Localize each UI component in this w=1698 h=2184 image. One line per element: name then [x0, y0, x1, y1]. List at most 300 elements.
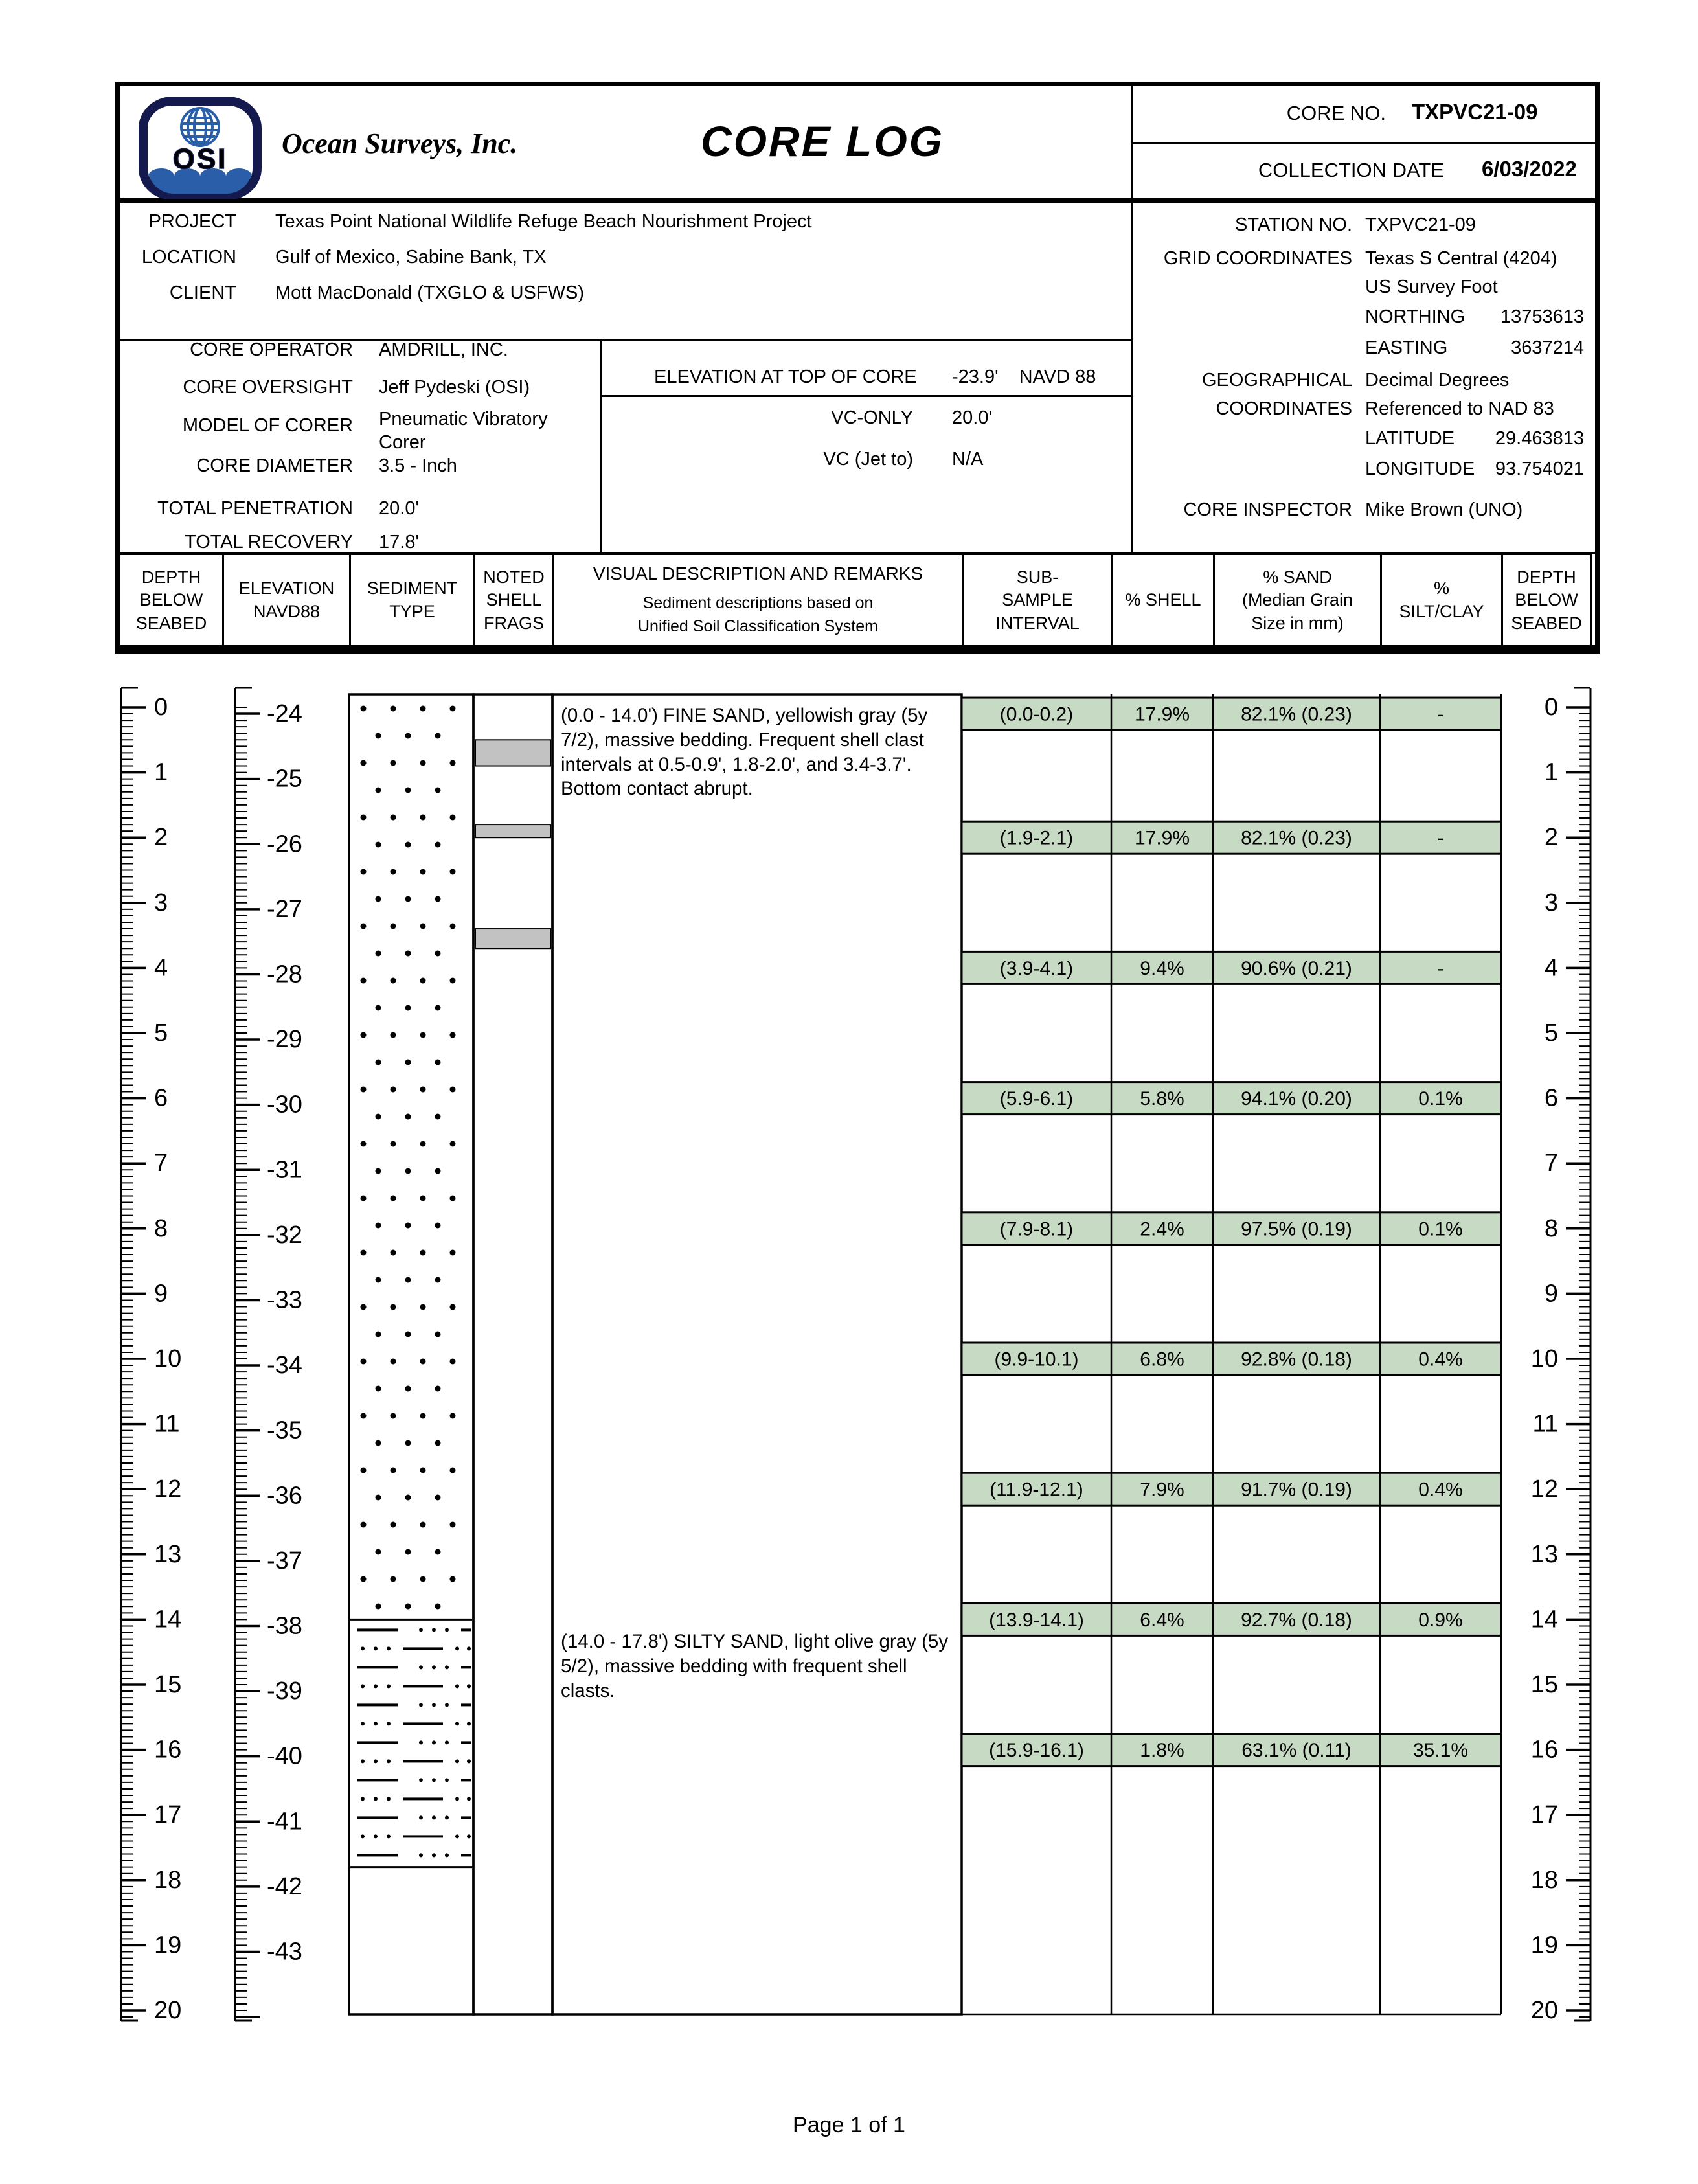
sample-shell: 6.8%: [1140, 1348, 1184, 1371]
ruler-label: 19: [1530, 1931, 1558, 1959]
sand-dot: [435, 951, 441, 957]
silt-dash: [403, 1722, 443, 1725]
sand-dot: [435, 842, 441, 848]
silt-dash: [403, 1760, 443, 1762]
sample-silt: -: [1437, 957, 1444, 979]
vc-only-label: VC-ONLY: [831, 407, 913, 428]
sample-silt: 35.1%: [1412, 1740, 1469, 1762]
latitude-label: LATITUDE: [1365, 428, 1455, 449]
vc-only-value: 20.0': [952, 407, 992, 428]
sand-dot: [391, 1196, 396, 1201]
sample-sand: 91.7% (0.19): [1241, 1479, 1352, 1501]
silt-dot: [455, 1759, 459, 1763]
sand-dot: [391, 760, 396, 766]
ruler-label: 20: [154, 1997, 182, 2024]
column-header-line: Sediment descriptions based on: [642, 594, 874, 613]
silt-dash: [357, 1779, 398, 1781]
column-header-line: SEABED: [1511, 613, 1582, 633]
sand-dot: [376, 896, 381, 902]
ruler-label: 5: [1544, 1019, 1558, 1047]
silt-dash: [461, 1666, 471, 1668]
ruler-label: -27: [267, 895, 302, 923]
sand-dot: [450, 1468, 456, 1473]
silt-dot: [361, 1646, 365, 1650]
sand-dot: [376, 1223, 381, 1229]
sand-dot: [405, 788, 411, 793]
silt-dot: [361, 1684, 365, 1688]
silt-dash: [357, 1854, 398, 1856]
sample-shell: 9.4%: [1140, 957, 1184, 979]
shell-frag-band: [475, 740, 550, 766]
column-header-line: SHELL: [486, 590, 542, 610]
core-operator-label: CORE OPERATOR: [190, 339, 353, 360]
sand-dot: [391, 1032, 396, 1038]
sand-dot: [361, 1522, 367, 1528]
description-column-box: [552, 694, 962, 2014]
sample-interval: (9.9-10.1): [994, 1348, 1079, 1371]
silt-dot: [445, 1815, 449, 1819]
sand-dot: [420, 869, 426, 875]
sand-dot: [361, 1413, 367, 1419]
sand-dot: [450, 1250, 456, 1256]
sand-dot: [450, 1359, 456, 1365]
silt-dot: [387, 1684, 391, 1688]
silt-dot: [387, 1722, 391, 1725]
sand-dot: [376, 733, 381, 739]
sand-dot: [361, 1304, 367, 1310]
sand-dot: [376, 1114, 381, 1120]
sand-dot: [361, 1359, 367, 1365]
sand-dot: [361, 760, 367, 766]
ruler-label: -35: [267, 1416, 302, 1444]
sample-shell: 6.4%: [1140, 1609, 1184, 1631]
sand-dot: [405, 1495, 411, 1501]
silt-dot: [467, 1834, 471, 1838]
sample-interval: (11.9-12.1): [990, 1479, 1083, 1501]
layer-description-fine-sand: (0.0 - 14.0') FINE SAND, yellowish gray (5y 7/2), massive bedding. Frequent shell clast intervals at 0.5-0.9', 1.8-2.0', and 3.4-3.7'. Bottom contact abrupt.: [561, 705, 928, 800]
sand-dot: [391, 706, 396, 712]
ruler-label: 1: [154, 758, 168, 786]
silt-dot: [467, 1684, 471, 1688]
company-name: Ocean Surveys, Inc.: [282, 128, 518, 159]
silt-dot: [455, 1646, 459, 1650]
ruler-label: 6: [1544, 1084, 1558, 1112]
sand-dot: [450, 1196, 456, 1201]
sample-shell: 1.8%: [1140, 1740, 1184, 1762]
sand-dot: [391, 1522, 396, 1528]
ruler-label: 18: [154, 1866, 182, 1894]
northing-label: NORTHING: [1365, 306, 1466, 327]
silt-dot: [361, 1797, 365, 1801]
sand-dot: [420, 1522, 426, 1528]
sand-dot: [391, 1468, 396, 1473]
core-operator-value: AMDRILL, INC.: [379, 339, 508, 360]
ruler-label: -36: [267, 1482, 302, 1510]
silt-dot: [432, 1665, 436, 1669]
core-no-label: CORE NO.: [1286, 102, 1386, 124]
sand-dot: [391, 1413, 396, 1419]
ruler-label: -31: [267, 1156, 302, 1184]
sand-dot: [361, 978, 367, 984]
layer-description-silty-sand: (14.0 - 17.8') SILTY SAND, light olive gray (5y 5/2), massive bedding with frequent shell clasts.: [561, 1631, 949, 1701]
silt-dot: [455, 1722, 459, 1725]
sample-interval: (7.9-8.1): [999, 1218, 1074, 1240]
ruler-label: 15: [1530, 1671, 1558, 1698]
project-value: Texas Point National Wildlife Refuge Beach Nourishment Project: [275, 211, 812, 232]
column-header-line: INTERVAL: [995, 613, 1080, 633]
geographical-label-line2: COORDINATES: [1216, 398, 1352, 419]
sand-dot: [361, 869, 367, 875]
ruler-label: -40: [267, 1742, 302, 1770]
ruler-label: 2: [1544, 824, 1558, 852]
column-header-line: VISUAL DESCRIPTION AND REMARKS: [593, 563, 923, 584]
sand-dot: [420, 1032, 426, 1038]
column-header-line: (Median Grain: [1241, 590, 1353, 610]
silt-dot: [467, 1646, 471, 1650]
ruler-label: -32: [267, 1221, 302, 1249]
sand-dot: [435, 1277, 441, 1283]
sand-dot: [450, 978, 456, 984]
ruler-label: -39: [267, 1678, 302, 1705]
silt-dot: [419, 1853, 423, 1857]
ruler-label: 3: [1544, 889, 1558, 916]
sand-dot: [420, 924, 426, 929]
sand-dot: [405, 1060, 411, 1065]
sand-dot: [361, 924, 367, 929]
core-no-value: TXPVC21-09: [1412, 100, 1538, 124]
sand-dot: [435, 896, 441, 902]
ruler-label: 3: [154, 889, 168, 916]
client-label: CLIENT: [169, 282, 236, 303]
sand-dot: [450, 924, 456, 929]
sediment-column-box: [349, 694, 473, 2014]
ruler-label: -41: [267, 1808, 302, 1836]
sand-dot: [391, 869, 396, 875]
sample-silt: 0.4%: [1418, 1348, 1463, 1371]
sample-silt: 0.1%: [1418, 1088, 1463, 1110]
core-oversight-value: Jeff Pydeski (OSI): [379, 377, 530, 398]
silt-dot: [361, 1834, 365, 1838]
sand-dot: [361, 1196, 367, 1201]
silt-dot: [445, 1665, 449, 1669]
sand-dot: [376, 1332, 381, 1337]
silt-dash: [357, 1666, 398, 1668]
column-header-line: SEABED: [135, 613, 207, 633]
silt-dot: [387, 1834, 391, 1838]
sand-dot: [435, 788, 441, 793]
silt-dot: [455, 1834, 459, 1838]
ruler-label: 0: [1544, 694, 1558, 721]
sample-interval: (5.9-6.1): [999, 1088, 1074, 1110]
sample-sand: 92.8% (0.18): [1241, 1348, 1352, 1371]
longitude-value: 93.754021: [1495, 459, 1584, 479]
column-header-line: SEDIMENT: [367, 578, 458, 598]
column-header-line: % SAND: [1263, 567, 1332, 587]
northing-value: 13753613: [1500, 306, 1584, 327]
sand-dot: [391, 1576, 396, 1582]
sand-dot: [376, 1386, 381, 1392]
grid-coordinates-line2: US Survey Foot: [1365, 277, 1498, 297]
ruler-label: 12: [154, 1475, 182, 1503]
silt-dash: [357, 1816, 398, 1819]
column-header-line: SUB-: [1016, 567, 1059, 587]
column-header-line: Size in mm): [1251, 613, 1344, 633]
sand-dot: [405, 1386, 411, 1392]
easting-label: EASTING: [1365, 337, 1448, 358]
sand-dot: [405, 896, 411, 902]
silt-dash: [461, 1854, 471, 1856]
sand-dot: [361, 1250, 367, 1256]
sample-shell: 17.9%: [1134, 703, 1190, 725]
ruler-label: 9: [1544, 1280, 1558, 1308]
silt-dash: [403, 1685, 443, 1687]
silt-dot: [455, 1684, 459, 1688]
sample-interval: (1.9-2.1): [999, 827, 1074, 849]
shell-frags-column-box: [473, 694, 552, 2014]
sand-dot: [361, 1468, 367, 1473]
column-header-line: DEPTH: [141, 567, 201, 587]
ruler-label: 11: [154, 1410, 180, 1438]
silt-dot: [419, 1703, 423, 1707]
column-header-line: TYPE: [389, 602, 435, 621]
ruler-label: 10: [1530, 1345, 1558, 1372]
sand-dot: [391, 1304, 396, 1310]
ruler-label: -24: [267, 700, 302, 728]
elevation-datum: NAVD 88: [1019, 367, 1096, 387]
ruler-label: -25: [267, 765, 302, 793]
sand-dot: [376, 1060, 381, 1065]
grid-coordinates-line1: Texas S Central (4204): [1365, 248, 1557, 269]
sand-dot: [420, 815, 426, 821]
silt-dot: [467, 1722, 471, 1725]
silt-dot: [361, 1722, 365, 1725]
sample-sand: 97.5% (0.19): [1241, 1218, 1352, 1240]
sand-dot: [435, 1386, 441, 1392]
sand-dot: [405, 1223, 411, 1229]
ruler-label: 8: [154, 1214, 168, 1242]
sample-interval: (0.0-0.2): [999, 703, 1074, 725]
page-footer: Page 1 of 1: [793, 2113, 905, 2137]
sand-dot: [361, 1141, 367, 1147]
silt-dot: [432, 1778, 436, 1782]
ruler-label: 19: [154, 1931, 182, 1959]
silt-dash: [357, 1741, 398, 1744]
ruler-label: -34: [267, 1352, 302, 1380]
silt-dash: [461, 1816, 471, 1819]
silt-dash: [461, 1703, 471, 1706]
sand-dot: [435, 1168, 441, 1174]
sample-silt: 0.1%: [1418, 1218, 1463, 1240]
sand-dot: [435, 733, 441, 739]
sand-dot: [450, 760, 456, 766]
logo-text: OSI: [172, 143, 228, 175]
ruler-label: -28: [267, 961, 302, 988]
column-header-line: BELOW: [1515, 590, 1578, 610]
ruler-label: -43: [267, 1938, 302, 1966]
ruler-label: 12: [1530, 1475, 1558, 1503]
silt-dash: [403, 1797, 443, 1800]
ruler-label: 7: [1544, 1150, 1558, 1177]
sand-dot: [376, 1549, 381, 1555]
sample-shell: 2.4%: [1140, 1218, 1184, 1240]
ruler-label: 17: [1530, 1801, 1558, 1829]
sand-dot: [435, 1332, 441, 1337]
location-value: Gulf of Mexico, Sabine Bank, TX: [275, 247, 547, 267]
silt-dash: [357, 1628, 398, 1631]
ruler-label: 14: [1530, 1606, 1558, 1633]
collection-date-value: 6/03/2022: [1482, 157, 1577, 181]
sand-dot: [450, 869, 456, 875]
ruler-label: 13: [154, 1540, 182, 1568]
silt-dash: [461, 1741, 471, 1744]
sand-dot: [450, 1032, 456, 1038]
sand-dot: [435, 1223, 441, 1229]
silt-dot: [419, 1778, 423, 1782]
ruler-label: 8: [1544, 1214, 1558, 1242]
sand-dot: [435, 1440, 441, 1446]
sand-dot: [376, 1168, 381, 1174]
column-header-line: NOTED: [483, 567, 545, 587]
silt-dash: [403, 1835, 443, 1837]
ruler-label: 4: [154, 954, 168, 982]
core-oversight-label: CORE OVERSIGHT: [183, 377, 353, 398]
geographical-label-line1: GEOGRAPHICAL: [1201, 370, 1352, 391]
sand-dot: [361, 815, 367, 821]
sand-dot: [450, 1304, 456, 1310]
column-header-line: % SHELL: [1125, 590, 1201, 610]
ruler-label: 16: [1530, 1736, 1558, 1764]
silt-dot: [374, 1684, 378, 1688]
ruler-label: -33: [267, 1286, 302, 1314]
station-no-value: TXPVC21-09: [1365, 214, 1476, 235]
ruler-label: 17: [154, 1801, 182, 1829]
sand-dot: [420, 1141, 426, 1147]
sand-dot: [361, 1087, 367, 1093]
sand-dot: [361, 706, 367, 712]
silt-dot: [445, 1853, 449, 1857]
sand-dot: [420, 978, 426, 984]
silt-dash: [461, 1628, 471, 1631]
ruler-label: -30: [267, 1091, 302, 1119]
sand-dot: [420, 1196, 426, 1201]
core-diameter-label: CORE DIAMETER: [196, 455, 353, 476]
ruler-label: -42: [267, 1872, 302, 1900]
sand-dot: [405, 951, 411, 957]
sample-silt: -: [1437, 703, 1444, 725]
silt-dot: [432, 1703, 436, 1707]
silt-dot: [374, 1834, 378, 1838]
ruler-label: 0: [154, 694, 168, 721]
sand-dot: [391, 1087, 396, 1093]
sand-dot: [391, 815, 396, 821]
silt-dot: [387, 1797, 391, 1801]
elevation-top-label: ELEVATION AT TOP OF CORE: [654, 367, 917, 387]
sand-dot: [420, 1576, 426, 1582]
ruler-label: 20: [1530, 1997, 1558, 2024]
ruler-label: 18: [1530, 1866, 1558, 1894]
sand-dot: [405, 1332, 411, 1337]
silt-dot: [374, 1646, 378, 1650]
sand-dot: [376, 951, 381, 957]
total-penetration-value: 20.0': [379, 498, 419, 519]
sample-interval: (13.9-14.1): [989, 1609, 1084, 1631]
sand-dot: [361, 1032, 367, 1038]
sand-dot: [420, 706, 426, 712]
sand-dot: [420, 1250, 426, 1256]
ruler-label: 14: [154, 1606, 182, 1633]
silt-dot: [419, 1665, 423, 1669]
sand-dot: [435, 1005, 441, 1011]
silt-dot: [387, 1646, 391, 1650]
sand-dot: [435, 1114, 441, 1120]
station-no-label: STATION NO.: [1235, 214, 1352, 235]
sand-dot: [391, 978, 396, 984]
column-header-line: FRAGS: [483, 613, 544, 633]
sand-dot: [405, 1549, 411, 1555]
silt-dot: [374, 1722, 378, 1725]
column-header-line: ELEVATION: [238, 578, 335, 598]
silt-dot: [387, 1759, 391, 1763]
sand-dot: [420, 1413, 426, 1419]
sand-dot: [391, 924, 396, 929]
silt-dot: [445, 1778, 449, 1782]
sample-sand: 63.1% (0.11): [1241, 1740, 1352, 1762]
ruler-label: 10: [154, 1345, 182, 1372]
silt-dot: [445, 1628, 449, 1632]
model-of-corer-value: Pneumatic Vibratory Corer: [379, 409, 548, 453]
sand-dot: [376, 1440, 381, 1446]
ruler-label: 5: [154, 1019, 168, 1047]
elevation-value: -23.9': [952, 367, 999, 387]
sand-dot: [405, 1277, 411, 1283]
grid-coordinates-label: GRID COORDINATES: [1163, 248, 1352, 269]
column-header-line: Unified Soil Classification System: [638, 617, 878, 636]
sand-dot: [450, 1522, 456, 1528]
silt-dash: [461, 1779, 471, 1781]
total-recovery-label: TOTAL RECOVERY: [185, 532, 353, 552]
ruler-label: 13: [1530, 1540, 1558, 1568]
sample-sand: 90.6% (0.21): [1241, 957, 1352, 979]
sample-shell: 5.8%: [1140, 1088, 1184, 1110]
sand-dot: [450, 815, 456, 821]
sand-dot: [435, 1549, 441, 1555]
geo-line1: Decimal Degrees: [1365, 370, 1510, 391]
easting-value: 3637214: [1511, 337, 1584, 358]
core-inspector-label: CORE INSPECTOR: [1183, 499, 1352, 520]
core-inspector-value: Mike Brown (UNO): [1365, 499, 1523, 520]
sand-dot: [420, 760, 426, 766]
sand-dot: [376, 1005, 381, 1011]
silt-dot: [432, 1815, 436, 1819]
silt-dot: [432, 1628, 436, 1632]
collection-date-label: COLLECTION DATE: [1258, 159, 1444, 181]
sample-interval: (15.9-16.1): [989, 1740, 1084, 1762]
sand-dot: [376, 1604, 381, 1610]
column-header-line: SILT/CLAY: [1399, 602, 1484, 621]
ruler-label: -37: [267, 1547, 302, 1575]
ruler-label: 9: [154, 1280, 168, 1308]
ruler-label: -38: [267, 1612, 302, 1640]
sand-dot: [450, 1576, 456, 1582]
sand-dot: [405, 733, 411, 739]
silt-dot: [445, 1740, 449, 1744]
sample-shell: 7.9%: [1140, 1479, 1184, 1501]
silt-dot: [374, 1759, 378, 1763]
core-diameter-value: 3.5 - Inch: [379, 455, 457, 476]
ruler-label: 7: [154, 1150, 168, 1177]
silt-dot: [432, 1853, 436, 1857]
sand-dot: [420, 1359, 426, 1365]
